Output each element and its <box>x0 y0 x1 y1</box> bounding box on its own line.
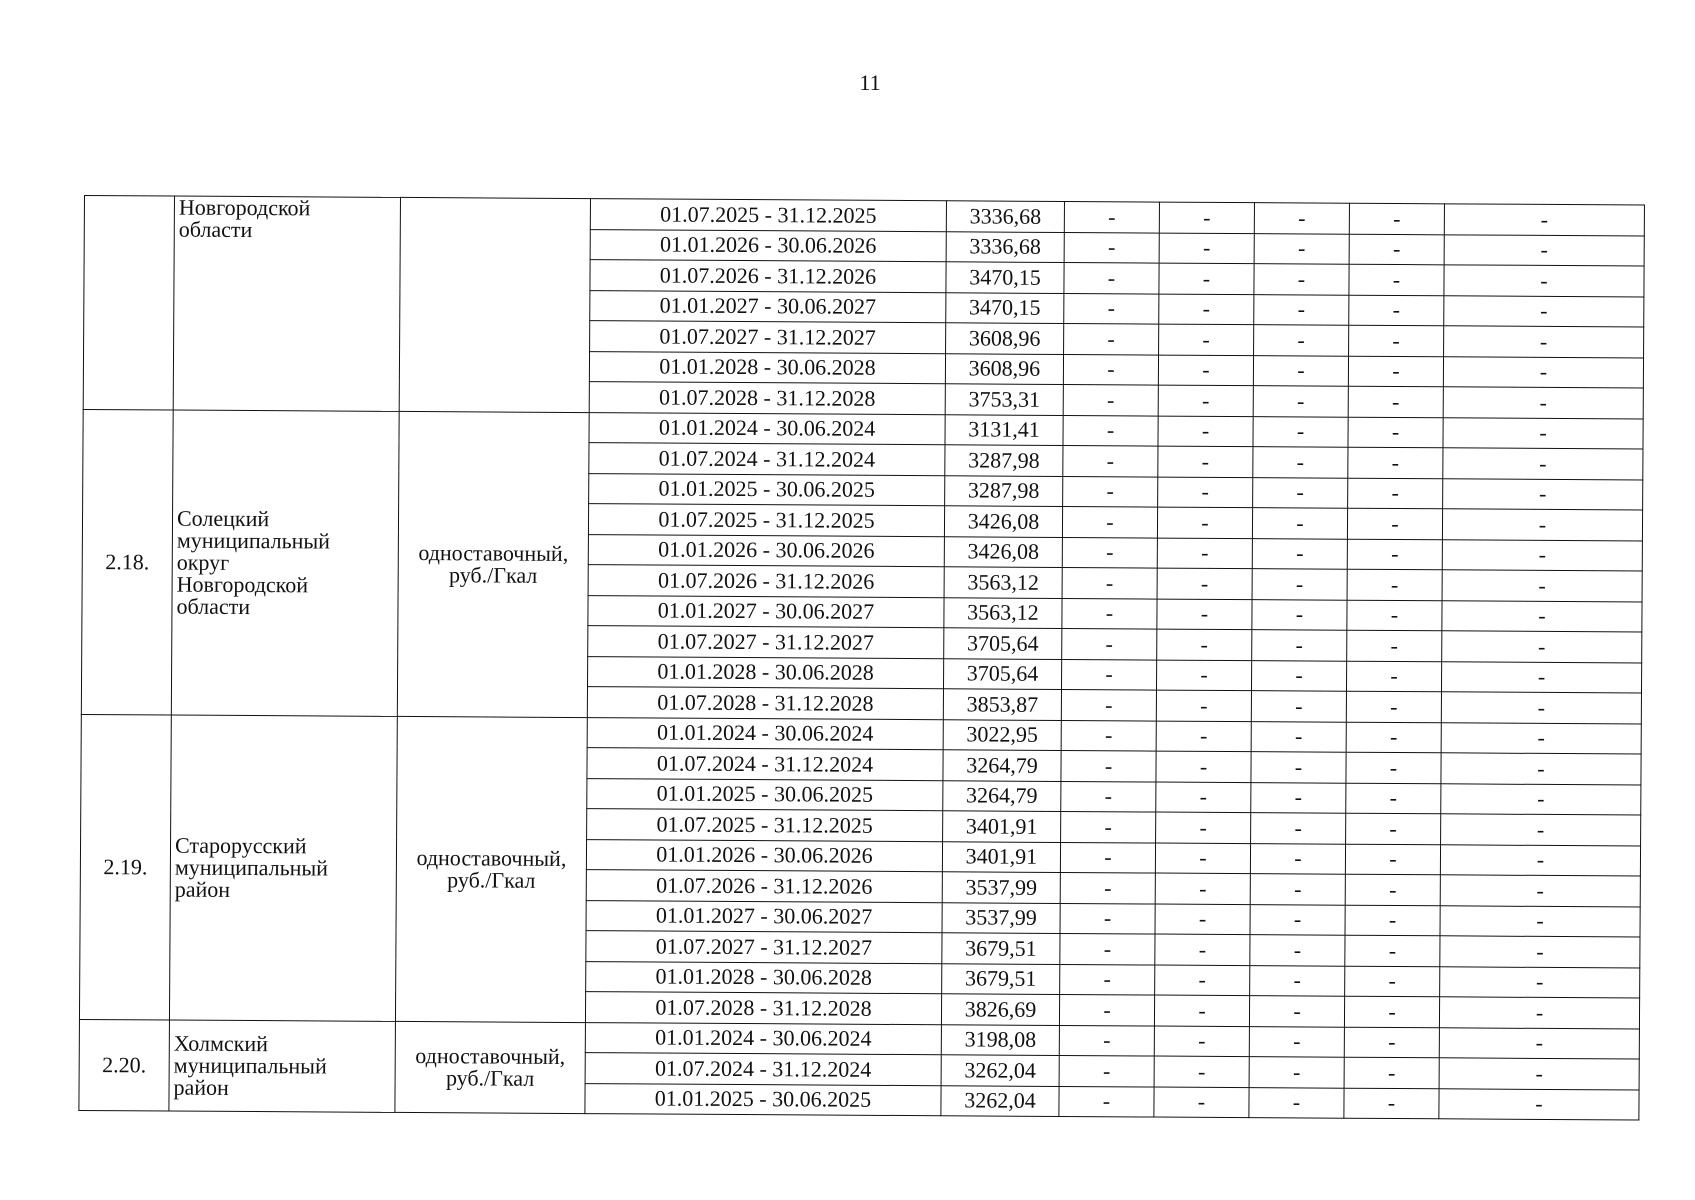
period-cell: 01.07.2028 - 31.12.2028 <box>587 687 943 720</box>
dash-cell: - <box>1345 905 1440 936</box>
dash-cell: - <box>1064 323 1159 354</box>
dash-cell: - <box>1249 1087 1344 1118</box>
dash-cell: - <box>1158 477 1253 508</box>
dash-cell: - <box>1158 416 1253 447</box>
dash-cell: - <box>1440 936 1640 968</box>
period-cell: 01.07.2024 - 31.12.2024 <box>589 443 945 476</box>
period-cell: 01.01.2026 - 30.06.2026 <box>586 839 942 872</box>
dash-cell: - <box>1157 507 1252 538</box>
tariff-value-cell: 3262,04 <box>941 1085 1059 1116</box>
dash-cell: - <box>1063 384 1158 415</box>
dash-cell: - <box>1249 1026 1344 1057</box>
dash-cell: - <box>1347 539 1442 570</box>
dash-cell: - <box>1439 1088 1639 1120</box>
period-cell: 01.07.2024 - 31.12.2024 <box>585 1053 941 1086</box>
dash-cell: - <box>1440 905 1640 937</box>
dash-cell: - <box>1154 1056 1249 1087</box>
dash-cell: - <box>1347 600 1442 631</box>
dash-cell: - <box>1346 783 1441 814</box>
period-cell: 01.07.2026 - 31.12.2026 <box>590 260 946 293</box>
dash-cell: - <box>1251 752 1346 783</box>
period-cell: 01.07.2028 - 31.12.2028 <box>585 992 941 1025</box>
dash-cell: - <box>1254 325 1349 356</box>
dash-cell: - <box>1444 326 1644 358</box>
dash-cell: - <box>1348 356 1443 387</box>
municipality-name: Солецкий муниципальный округ Новгородской области <box>171 410 399 716</box>
dash-cell: - <box>1443 387 1643 419</box>
tariff-value-cell: 3426,08 <box>944 536 1062 567</box>
municipality-name: Холмский муниципальный район <box>169 1020 396 1113</box>
dash-cell: - <box>1250 874 1345 905</box>
period-cell: 01.01.2026 - 30.06.2026 <box>588 534 944 567</box>
dash-cell: - <box>1253 355 1348 386</box>
dash-cell: - <box>1154 995 1249 1026</box>
dash-cell: - <box>1063 445 1158 476</box>
dash-cell: - <box>1347 630 1442 661</box>
dash-cell: - <box>1157 599 1252 630</box>
dash-cell: - <box>1442 539 1642 571</box>
dash-cell: - <box>1348 386 1443 417</box>
dash-cell: - <box>1154 1026 1249 1057</box>
dash-cell: - <box>1345 935 1440 966</box>
dash-cell: - <box>1156 721 1251 752</box>
tariff-value-cell: 3679,51 <box>942 933 1060 964</box>
dash-cell: - <box>1062 567 1157 598</box>
dash-cell: - <box>1254 233 1349 264</box>
dash-cell: - <box>1059 1055 1154 1086</box>
page-number: 11 <box>859 70 881 95</box>
dash-cell: - <box>1154 1087 1249 1118</box>
dash-cell: - <box>1155 904 1250 935</box>
dash-cell: - <box>1156 751 1251 782</box>
dash-cell: - <box>1347 569 1442 600</box>
dash-cell: - <box>1159 294 1254 325</box>
period-cell: 01.07.2028 - 31.12.2028 <box>589 382 945 415</box>
dash-cell: - <box>1439 1058 1639 1090</box>
dash-cell: - <box>1253 386 1348 417</box>
dash-cell: - <box>1346 752 1441 783</box>
table-row <box>84 196 1644 236</box>
period-cell: 01.01.2024 - 30.06.2024 <box>589 412 945 445</box>
tariff-value-cell: 3470,15 <box>946 292 1064 323</box>
item-number <box>83 196 174 410</box>
dash-cell: - <box>1349 234 1444 265</box>
dash-cell: - <box>1251 660 1346 691</box>
period-cell: 01.07.2024 - 31.12.2024 <box>587 748 943 781</box>
dash-cell: - <box>1254 294 1349 325</box>
dash-cell: - <box>1349 325 1444 356</box>
tariff-table <box>78 195 1645 1121</box>
tariff-type: одноставочный, руб./Гкал <box>395 716 587 1022</box>
dash-cell: - <box>1249 1057 1344 1088</box>
tariff-value-cell: 3401,91 <box>943 811 1061 842</box>
dash-cell: - <box>1060 872 1155 903</box>
dash-cell: - <box>1344 996 1439 1027</box>
period-cell: 01.07.2027 - 31.12.2027 <box>590 321 946 354</box>
dash-cell: - <box>1059 1025 1154 1056</box>
tariff-value-cell: 3563,12 <box>944 567 1062 598</box>
dash-cell: - <box>1346 722 1441 753</box>
dash-cell: - <box>1062 598 1157 629</box>
dash-cell: - <box>1156 782 1251 813</box>
tariff-value-cell: 3426,08 <box>944 506 1062 537</box>
tariff-value-cell: 3264,79 <box>943 780 1061 811</box>
dash-cell: - <box>1253 416 1348 447</box>
period-cell: 01.01.2024 - 30.06.2024 <box>585 1022 941 1055</box>
dash-cell: - <box>1064 293 1159 324</box>
dash-cell: - <box>1439 997 1639 1029</box>
dash-cell: - <box>1061 750 1156 781</box>
dash-cell: - <box>1159 324 1254 355</box>
period-cell: 01.07.2027 - 31.12.2027 <box>588 626 944 659</box>
dash-cell: - <box>1344 1027 1439 1058</box>
dash-cell: - <box>1061 720 1156 751</box>
item-number: 2.19. <box>79 714 171 1020</box>
tariff-value-cell: 3336,68 <box>946 231 1064 262</box>
tariff-value-cell: 3608,96 <box>946 323 1064 354</box>
dash-cell: - <box>1251 691 1346 722</box>
dash-cell: - <box>1155 934 1250 965</box>
tariff-value-cell: 3131,41 <box>945 414 1063 445</box>
tariff-value-cell: 3336,68 <box>946 201 1064 232</box>
dash-cell: - <box>1250 904 1345 935</box>
dash-cell: - <box>1064 232 1159 263</box>
dash-cell: - <box>1156 812 1251 843</box>
dash-cell: - <box>1345 844 1440 875</box>
dash-cell: - <box>1441 722 1641 754</box>
dash-cell: - <box>1441 814 1641 846</box>
dash-cell: - <box>1442 570 1642 602</box>
dash-cell: - <box>1158 446 1253 477</box>
dash-cell: - <box>1062 537 1157 568</box>
dash-cell: - <box>1061 781 1156 812</box>
tariff-table-body <box>79 196 1645 1121</box>
period-cell: 01.01.2024 - 30.06.2024 <box>587 717 943 750</box>
dash-cell: - <box>1347 508 1442 539</box>
tariff-value-cell: 3705,64 <box>943 658 1061 689</box>
period-cell: 01.07.2025 - 31.12.2025 <box>590 199 946 232</box>
dash-cell: - <box>1063 476 1158 507</box>
tariff-value-cell: 3470,15 <box>946 262 1064 293</box>
period-cell: 01.01.2025 - 30.06.2025 <box>589 473 945 506</box>
period-cell: 01.01.2027 - 30.06.2027 <box>590 290 946 323</box>
period-cell: 01.01.2027 - 30.06.2027 <box>586 900 942 933</box>
dash-cell: - <box>1252 599 1347 630</box>
dash-cell: - <box>1159 263 1254 294</box>
dash-cell: - <box>1440 875 1640 907</box>
period-cell: 01.01.2028 - 30.06.2028 <box>588 656 944 689</box>
dash-cell: - <box>1441 753 1641 785</box>
period-cell: 01.01.2028 - 30.06.2028 <box>586 961 942 994</box>
item-number: 2.20. <box>79 1019 170 1111</box>
dash-cell: - <box>1439 1027 1639 1059</box>
dash-cell: - <box>1250 843 1345 874</box>
tariff-value-cell: 3262,04 <box>941 1055 1059 1086</box>
dash-cell: - <box>1442 600 1642 632</box>
tariff-value-cell: 3753,31 <box>945 384 1063 415</box>
period-cell: 01.07.2025 - 31.12.2025 <box>588 504 944 537</box>
dash-cell: - <box>1441 692 1641 724</box>
dash-cell: - <box>1442 509 1642 541</box>
dash-cell: - <box>1444 234 1644 266</box>
dash-cell: - <box>1440 966 1640 998</box>
municipality-name: Старорусский муниципальный район <box>169 715 397 1021</box>
dash-cell: - <box>1157 629 1252 660</box>
dash-cell: - <box>1063 354 1158 385</box>
dash-cell: - <box>1060 933 1155 964</box>
dash-cell: - <box>1063 415 1158 446</box>
item-number: 2.18. <box>81 409 173 715</box>
dash-cell: - <box>1155 873 1250 904</box>
dash-cell: - <box>1440 844 1640 876</box>
period-cell: 01.07.2026 - 31.12.2026 <box>588 565 944 598</box>
tariff-value-cell: 3401,91 <box>942 841 1060 872</box>
dash-cell: - <box>1252 508 1347 539</box>
tariff-type: одноставочный, руб./Гкал <box>397 411 589 717</box>
dash-cell: - <box>1254 264 1349 295</box>
period-cell: 01.07.2025 - 31.12.2025 <box>587 809 943 842</box>
dash-cell: - <box>1349 295 1444 326</box>
period-cell: 01.01.2025 - 30.06.2025 <box>587 778 943 811</box>
dash-cell: - <box>1442 631 1642 663</box>
dash-cell: - <box>1348 447 1443 478</box>
dash-cell: - <box>1444 265 1644 297</box>
period-cell: 01.01.2027 - 30.06.2027 <box>588 595 944 628</box>
dash-cell: - <box>1251 813 1346 844</box>
dash-cell: - <box>1062 628 1157 659</box>
dash-cell: - <box>1059 994 1154 1025</box>
tariff-value-cell: 3853,87 <box>943 689 1061 720</box>
dash-cell: - <box>1059 1086 1154 1117</box>
tariff-value-cell: 3537,99 <box>942 872 1060 903</box>
tariff-value-cell: 3287,98 <box>945 475 1063 506</box>
dash-cell: - <box>1061 689 1156 720</box>
dash-cell: - <box>1345 874 1440 905</box>
dash-cell: - <box>1348 417 1443 448</box>
dash-cell: - <box>1251 721 1346 752</box>
dash-cell: - <box>1443 417 1643 449</box>
dash-cell: - <box>1062 506 1157 537</box>
period-cell: 01.07.2027 - 31.12.2027 <box>586 931 942 964</box>
dash-cell: - <box>1443 356 1643 388</box>
dash-cell: - <box>1159 202 1254 233</box>
dash-cell: - <box>1156 690 1251 721</box>
dash-cell: - <box>1249 996 1344 1027</box>
tariff-value-cell: 3826,69 <box>941 994 1059 1025</box>
dash-cell: - <box>1251 782 1346 813</box>
dash-cell: - <box>1345 966 1440 997</box>
dash-cell: - <box>1252 538 1347 569</box>
dash-cell: - <box>1346 813 1441 844</box>
dash-cell: - <box>1157 538 1252 569</box>
dash-cell: - <box>1250 965 1345 996</box>
dash-cell: - <box>1155 843 1250 874</box>
dash-cell: - <box>1156 660 1251 691</box>
dash-cell: - <box>1252 630 1347 661</box>
dash-cell: - <box>1254 203 1349 234</box>
tariff-value-cell: 3198,08 <box>941 1024 1059 1055</box>
municipality-name: Новгородской области <box>173 196 400 411</box>
dash-cell: - <box>1349 264 1444 295</box>
period-cell: 01.01.2026 - 30.06.2026 <box>590 229 946 262</box>
period-cell: 01.01.2025 - 30.06.2025 <box>585 1083 941 1116</box>
dash-cell: - <box>1064 201 1159 232</box>
period-cell: 01.07.2026 - 31.12.2026 <box>586 870 942 903</box>
dash-cell: - <box>1444 204 1644 236</box>
dash-cell: - <box>1344 1057 1439 1088</box>
dash-cell: - <box>1443 478 1643 510</box>
dash-cell: - <box>1157 568 1252 599</box>
dash-cell: - <box>1344 1088 1439 1119</box>
dash-cell: - <box>1061 811 1156 842</box>
dash-cell: - <box>1443 448 1643 480</box>
period-cell: 01.01.2028 - 30.06.2028 <box>589 351 945 384</box>
dash-cell: - <box>1346 691 1441 722</box>
dash-cell: - <box>1060 903 1155 934</box>
dash-cell: - <box>1441 661 1641 693</box>
dash-cell: - <box>1348 478 1443 509</box>
dash-cell: - <box>1064 262 1159 293</box>
tariff-type <box>399 197 590 412</box>
dash-cell: - <box>1159 233 1254 264</box>
tariff-value-cell: 3287,98 <box>945 445 1063 476</box>
dash-cell: - <box>1250 935 1345 966</box>
dash-cell: - <box>1349 203 1444 234</box>
dash-cell: - <box>1346 661 1441 692</box>
tariff-value-cell: 3608,96 <box>945 353 1063 384</box>
dash-cell: - <box>1060 964 1155 995</box>
dash-cell: - <box>1060 842 1155 873</box>
dash-cell: - <box>1444 295 1644 327</box>
tariff-value-cell: 3563,12 <box>944 597 1062 628</box>
dash-cell: - <box>1155 965 1250 996</box>
dash-cell: - <box>1253 477 1348 508</box>
tariff-value-cell: 3679,51 <box>942 963 1060 994</box>
dash-cell: - <box>1252 569 1347 600</box>
dash-cell: - <box>1158 385 1253 416</box>
tariff-type: одноставочный, руб./Гкал <box>395 1021 586 1114</box>
tariff-value-cell: 3264,79 <box>943 750 1061 781</box>
dash-cell: - <box>1253 447 1348 478</box>
dash-cell: - <box>1441 783 1641 815</box>
dash-cell: - <box>1158 355 1253 386</box>
tariff-value-cell: 3537,99 <box>942 902 1060 933</box>
dash-cell: - <box>1061 659 1156 690</box>
tariff-value-cell: 3705,64 <box>944 628 1062 659</box>
tariff-value-cell: 3022,95 <box>943 719 1061 750</box>
